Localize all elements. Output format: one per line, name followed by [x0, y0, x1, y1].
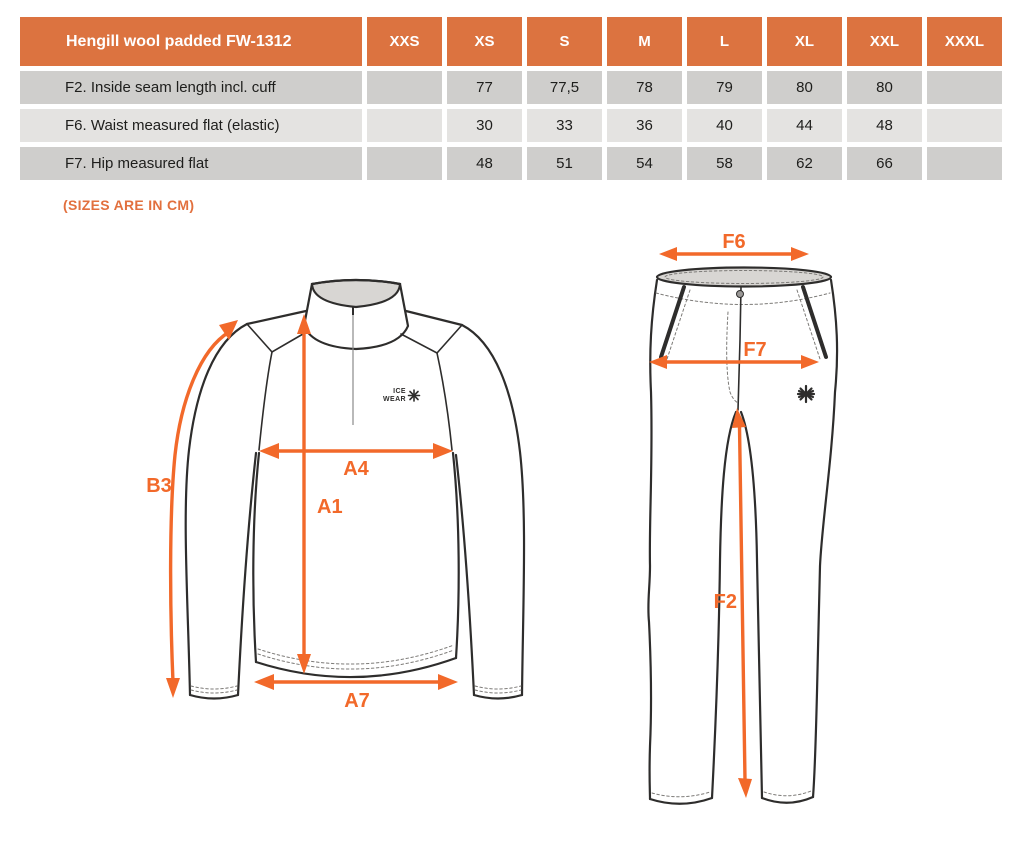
collar-inner-shade [312, 280, 400, 307]
table-cell: 80 [767, 71, 842, 104]
table-cell: 30 [447, 109, 522, 142]
left-outer-edge [648, 280, 657, 799]
table-cell [367, 71, 442, 104]
right-raglan-seam [437, 353, 452, 450]
left-cuff-stitch [191, 686, 237, 693]
left-shoulder-seam [247, 324, 303, 352]
column-header-xxl: XXL [847, 17, 922, 66]
b3-label: B3 [146, 475, 172, 497]
table-cell: 78 [607, 71, 682, 104]
column-header-xs: XS [447, 17, 522, 66]
f7-label: F7 [743, 339, 767, 361]
units-note: (SIZES ARE IN CM) [63, 197, 195, 213]
column-header-xxxl: XXXL [927, 17, 1002, 66]
a4-arrowhead-right [433, 443, 453, 459]
table-cell: 54 [607, 147, 682, 180]
table-cell: 44 [767, 109, 842, 142]
table-cell [927, 71, 1002, 104]
f7-arrowhead-left [649, 355, 667, 369]
body-left-edge [253, 453, 259, 662]
right-cuff-edge [474, 695, 522, 699]
f2-label: F2 [713, 591, 737, 613]
right-cuff-stitch [475, 686, 521, 693]
sweater-diagram [70, 250, 540, 730]
pants-diagram [618, 228, 850, 820]
hem-stitch [258, 645, 454, 669]
f7-arrowhead-right [801, 355, 819, 369]
right-pocket-opening [803, 287, 826, 357]
table-cell: 48 [447, 147, 522, 180]
right-shoulder-line [406, 311, 462, 325]
table-cell: 77,5 [527, 71, 602, 104]
table-cell: 51 [527, 147, 602, 180]
table-cell [927, 109, 1002, 142]
table-cell: 62 [767, 147, 842, 180]
f6-arrowhead-left [659, 247, 677, 261]
table-cell: 40 [687, 109, 762, 142]
column-header-xxs: XXS [367, 17, 442, 66]
body-right-edge [453, 453, 459, 658]
waist-button [737, 291, 744, 298]
a7-arrowhead-right [438, 674, 458, 690]
b3-arrow-line [171, 332, 229, 682]
logo-text-ice: ICE [393, 388, 406, 395]
logo-snowflake-icon [409, 390, 420, 401]
column-header-s: S [527, 17, 602, 66]
hem-edge [256, 658, 456, 677]
a4-label: A4 [343, 458, 369, 480]
table-cell: 77 [447, 71, 522, 104]
hip-snowflake-icon [798, 386, 814, 402]
f6-label: F6 [722, 231, 746, 253]
column-header-m: M [607, 17, 682, 66]
left-cuff-edge [190, 695, 238, 699]
right-hem-edge [762, 797, 813, 803]
a4-arrowhead-left [259, 443, 279, 459]
f2-arrow-line [740, 426, 746, 780]
a7-label: A7 [344, 690, 370, 712]
row-label-f6: F6. Waist measured flat (elastic) [20, 109, 362, 142]
left-hem-edge [650, 798, 712, 804]
table-cell: 48 [847, 109, 922, 142]
table-title: Hengill wool padded FW-1312 [20, 17, 362, 66]
a1-label: A1 [317, 496, 343, 518]
table-cell: 36 [607, 109, 682, 142]
left-pocket-opening [661, 287, 684, 357]
left-raglan-seam [259, 352, 272, 450]
table-cell: 33 [527, 109, 602, 142]
b3-arrowhead-bottom [166, 678, 180, 698]
right-shoulder-seam [401, 325, 462, 353]
table-cell: 58 [687, 147, 762, 180]
table-cell: 79 [687, 71, 762, 104]
column-header-xl: XL [767, 17, 842, 66]
right-hem-stitch [764, 791, 811, 796]
left-shoulder-line [247, 311, 306, 324]
table-cell [367, 109, 442, 142]
row-label-f7: F7. Hip measured flat [20, 147, 362, 180]
table-cell: 80 [847, 71, 922, 104]
column-header-l: L [687, 17, 762, 66]
left-hem-stitch [652, 792, 710, 797]
a7-arrowhead-left [254, 674, 274, 690]
row-label-f2: F2. Inside seam length incl. cuff [20, 71, 362, 104]
f2-arrowhead-bottom [738, 778, 752, 798]
size-table [20, 17, 1002, 180]
fly-stitch [727, 312, 738, 403]
logo-text-wear: WEAR [383, 396, 406, 403]
f6-arrowhead-right [791, 247, 809, 261]
table-cell [927, 147, 1002, 180]
fly-center-line [738, 287, 741, 410]
table-cell [367, 147, 442, 180]
a1-arrowhead-top [297, 314, 311, 334]
table-cell: 66 [847, 147, 922, 180]
